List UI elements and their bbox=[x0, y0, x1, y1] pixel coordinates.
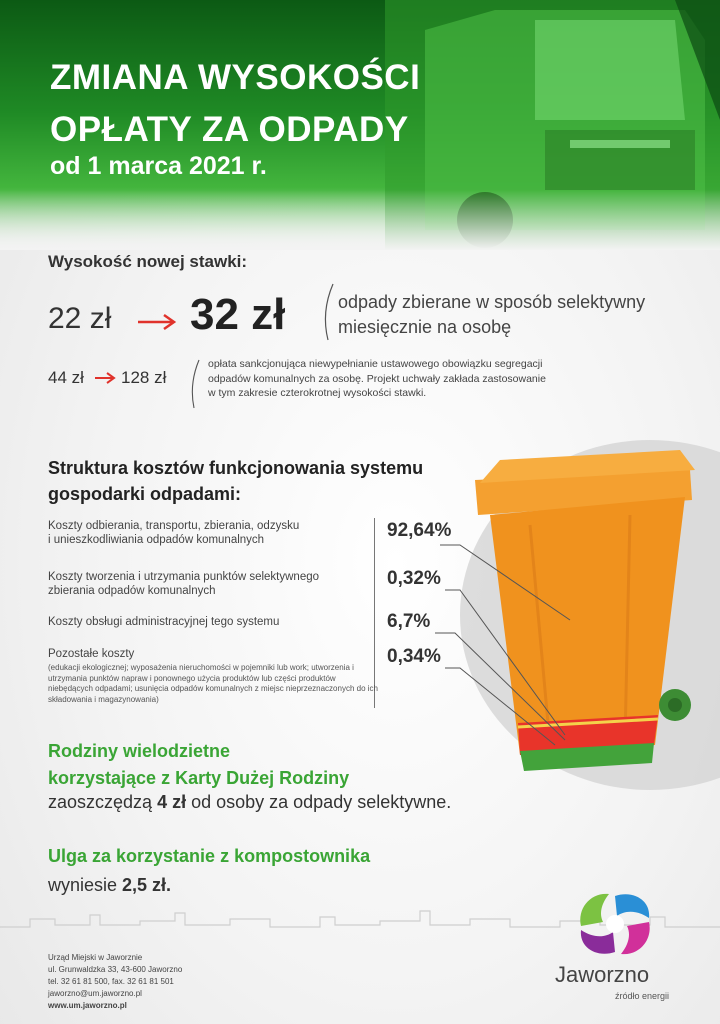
title-line-2: OPŁATY ZA ODPADY bbox=[50, 110, 409, 149]
structure-heading-line-2: gospodarki odpadami: bbox=[48, 484, 242, 504]
cost-item-label: Koszty obsługi administracyjnej tego systemu bbox=[48, 616, 280, 628]
footer-address: ul. Grunwaldzka 33, 43-600 Jaworzno bbox=[48, 965, 183, 974]
compost-heading: Ulga za korzystanie z kompostownika bbox=[48, 846, 371, 866]
brand-name: Jaworzno bbox=[555, 962, 650, 987]
cost-item-value: 92,64% bbox=[387, 520, 452, 541]
page-subtitle: od 1 marca 2021 r. bbox=[50, 152, 267, 180]
family-heading bbox=[48, 738, 349, 792]
old-penalty: 44 zł bbox=[48, 368, 84, 387]
structure-heading-line-1: Struktura kosztów funkcjonowania systemu bbox=[48, 458, 424, 478]
penalty-description-line-1: opłata sankcjonująca niewypełnianie ustawowego obowiązku segregacji bbox=[208, 358, 543, 370]
footer-website[interactable]: www.um.jaworzno.pl bbox=[48, 1001, 127, 1010]
family-savings-amount: 4 zł bbox=[157, 792, 187, 812]
family-savings-post: od osoby za odpady selektywne. bbox=[186, 792, 452, 812]
footer-office: Urząd Miejski w Jaworznie bbox=[48, 953, 143, 962]
footer-contact bbox=[48, 952, 182, 1012]
old-rate: 22 zł bbox=[48, 302, 112, 335]
title-line-1: ZMIANA WYSOKOŚCI bbox=[50, 58, 421, 97]
family-heading-line-1: Rodziny wielodzietne bbox=[48, 741, 231, 761]
new-rate: 32 zł bbox=[190, 290, 286, 339]
cost-item-value: 0,32% bbox=[387, 568, 441, 589]
brand-tagline: źródło energii bbox=[615, 991, 670, 1001]
new-penalty: 128 zł bbox=[121, 368, 167, 387]
cost-item-label: i unieszkodliwiania odpadów komunalnych bbox=[48, 534, 265, 546]
compost-amount: 2,5 zł. bbox=[122, 875, 172, 895]
footer-email[interactable]: jaworzno@um.jaworzno.pl bbox=[48, 989, 142, 998]
cost-item-label: Pozostałe koszty bbox=[48, 648, 135, 660]
cost-item-label: zbierania odpadów komunalnych bbox=[48, 585, 216, 597]
family-heading-line-2: korzystające z Karty Dużej Rodziny bbox=[48, 768, 350, 788]
penalty-description-line-2: odpadów komunalnych za osobę. Projekt uchwały zakłada zastosowanie bbox=[208, 372, 546, 385]
footer-phone: tel. 32 61 81 500, fax. 32 61 81 501 bbox=[48, 977, 174, 986]
compost-text bbox=[48, 875, 171, 896]
jaworzno-logo-icon bbox=[575, 888, 655, 960]
cost-item-label: Koszty odbierania, transportu, zbierania, odzysku bbox=[48, 520, 300, 532]
rate-description-line-1: odpady zbierane w sposób selektywny bbox=[338, 292, 646, 312]
family-savings-pre: zaoszczędzą bbox=[48, 792, 158, 812]
compost-text-pre: wyniesie bbox=[48, 875, 123, 895]
cost-item-value: 6,7% bbox=[387, 611, 431, 632]
rate-heading: Wysokość nowej stawki: bbox=[48, 252, 248, 271]
penalty-description-line-3: w tym zakresie czterokrotnej wysokości stawki. bbox=[208, 387, 427, 399]
cost-item-label: Koszty tworzenia i utrzymania punktów selektywnego bbox=[48, 571, 320, 583]
cost-item-note: (edukacji ekologicznej; wyposażenia nieruchomości w pojemniki lub work; utworzenia i utrzymania punktów napraw i ponownego użycia produktów lub części produktów niebędących odpadami; usunięcia odpadów komunalnych z miejsc nieprzeznaczonych do ich składowania i magazynowania) bbox=[48, 663, 378, 704]
rate-description-line-2: miesięcznie na osobę bbox=[338, 317, 512, 337]
cost-item-value: 0,34% bbox=[387, 646, 441, 667]
family-savings-text bbox=[48, 792, 451, 813]
